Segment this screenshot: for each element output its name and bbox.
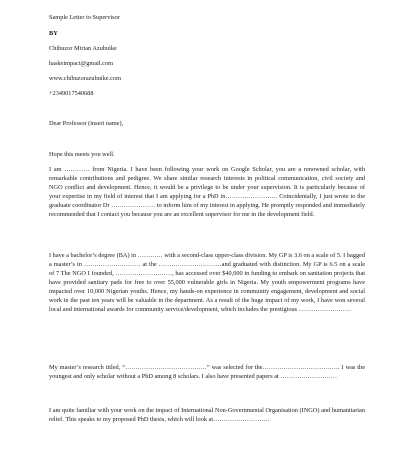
- paragraph-text: I have a bachelor’s degree (BA) in ………… with a second-class upper-class division. My GP is 3.6 on a scale of 5. I bagged a master’s in ……………………… at the …………………………and graduated with distinction. My GP is 6.5 on a scale of 7 The NGO I founded, ………………………, has accessed over $40,000 in funding to embark on sanitation projects that have provided sanitary pads for free to over 55,000 vulnerable girls in Nigeria. My youth empowerment programs have impacted over 10,000 Nigerian youths. Hence, my hands-on experience in community engagement, development and social work in the past ten years will be valuable in the department. As a result of the huge impact of my work, I have won several local and international awards for community service/development, which includes the prestigious …………………….: [49, 252, 365, 313]
- paragraph-familiarity: [49, 406, 365, 424]
- letter-title: Sample Letter to Supervisor: [49, 14, 120, 21]
- paragraph-introduction: [49, 165, 365, 219]
- paragraph-text: I am quite familiar with your work on the impact of International Non-Governmental Organisation (INGO) and humanitarian relief. This speaks to my proposed PhD thesis, which will look at………………………: [49, 407, 365, 423]
- greeting: Hope this meets you well.: [49, 151, 115, 158]
- salutation: Dear Professor (insert name),: [49, 120, 124, 127]
- paragraph-text: I am ………… from Nigeria. I have been following your work on Google Scholar, you are a renowned scholar, with remarkable contributions and pedigree. We share similar research interests in political communication, civil society and NGO conflict and development. Hence, it would be a privilege to be under your supervision. It is particularly because of your expertise in my field of interest that I am applying for a PhD in……………………. Coincidentally, I just wrote to the graduate coordinator Dr ………………… to inform him of my interest in applying. He promptly responded and immediately recommended that I contact you because you are an excellent supervisor for me in the development field.: [49, 166, 365, 218]
- author-name: Chibuzor Mirian Azubuike: [49, 45, 117, 52]
- paragraph-research: [49, 363, 365, 381]
- author-email: haskeimpact@gmail.com: [49, 60, 114, 67]
- by-label: BY: [49, 30, 58, 37]
- author-phone: +2349017540688: [49, 90, 94, 97]
- paragraph-education: [49, 251, 365, 314]
- author-website: www.chibuzorazubuike.com: [49, 75, 121, 82]
- paragraph-text: My master’s research titled, “…………………………………” was selected for the………………………………. I was the youngest and only scholar without a PhD among 8 scholars. I also have presented papers at ………………………: [49, 364, 365, 380]
